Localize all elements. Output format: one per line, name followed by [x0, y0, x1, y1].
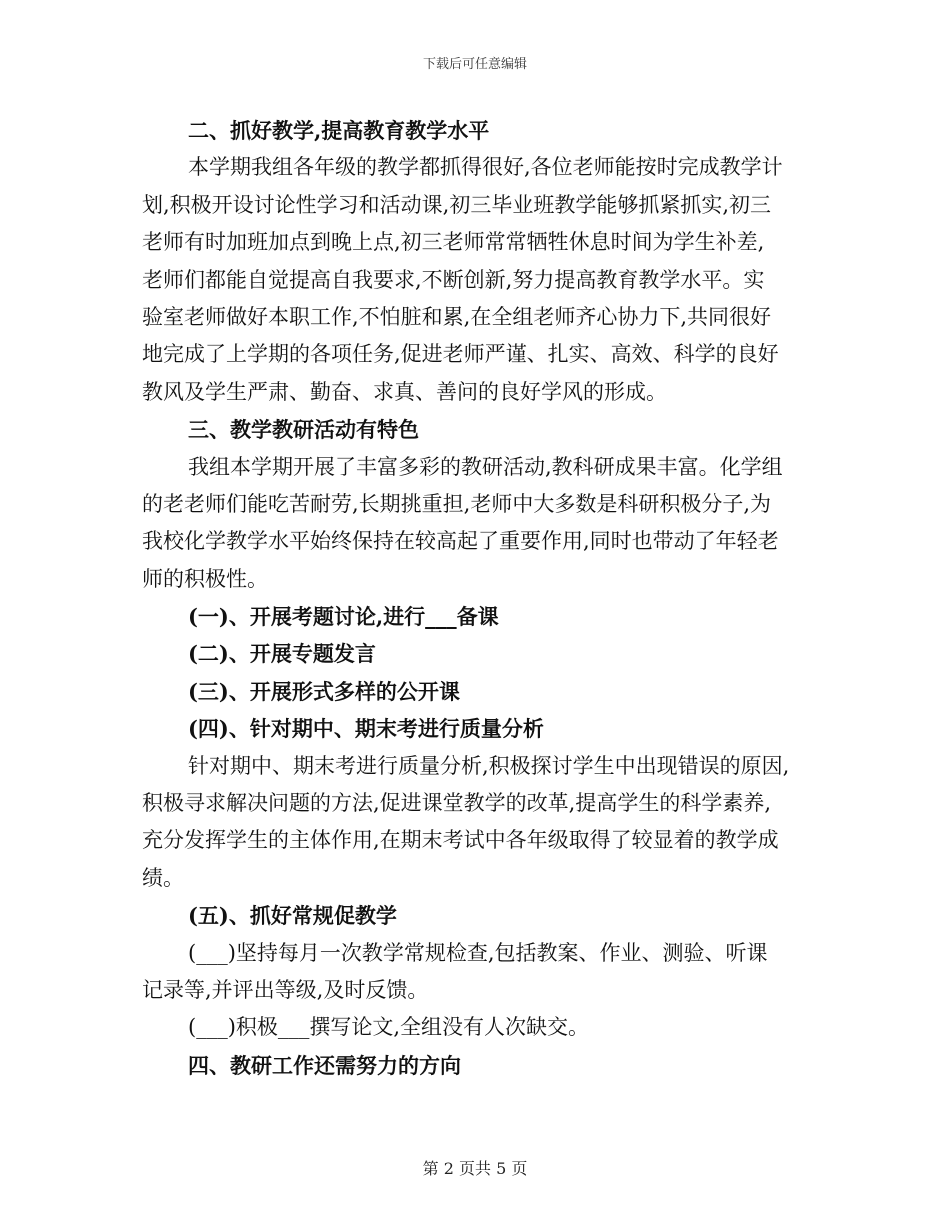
paragraph-line: 我组本学期开展了丰富多彩的教研活动,教科研成果丰富。化学组	[188, 454, 783, 479]
section-heading: (三)、开展形式多样的公开课	[188, 678, 460, 704]
paragraph-line: 本学期我组各年级的教学都抓得很好,各位老师能按时完成教学计	[188, 155, 783, 180]
paragraph-line: 地完成了上学期的各项任务,促进老师严谨、扎实、高效、科学的良好	[142, 342, 779, 367]
paragraph-line: 验室老师做好本职工作,不怕脏和累,在全组老师齐心协力下,共同很好	[142, 304, 772, 329]
paragraph-line: 绩。	[142, 865, 184, 890]
paragraph-line: 教风及学生严肃、勤奋、求真、善问的良好学风的形成。	[142, 379, 667, 404]
document-body	[142, 112, 814, 1084]
paragraph-line: 师的积极性。	[142, 566, 268, 591]
section-heading: 二、抓好教学,提高教育教学水平	[188, 118, 490, 143]
section-heading: (一)、开展考题讨论,进行___备课	[188, 604, 499, 630]
paragraph-line: 充分发挥学生的主体作用,在期末考试中各年级取得了较显着的教学成	[142, 828, 779, 853]
paragraph-line: 积极寻求解决问题的方法,促进课堂教学的改革,提高学生的科学素养,	[142, 791, 772, 816]
paragraph-line: (___)坚持每月一次教学常规检查,包括教案、作业、测验、听课	[188, 940, 768, 965]
paragraph-line: 老师们都能自觉提高自我要求,不断创新,努力提高教育教学水平。实	[142, 267, 765, 292]
page-footer: 第 2 页共 5 页	[422, 1159, 528, 1178]
section-heading: 四、教研工作还需努力的方向	[188, 1052, 461, 1078]
paragraph-line: 针对期中、期末考进行质量分析,积极探讨学生中出现错误的原因,	[188, 753, 790, 778]
section-heading: 三、教学教研活动有特色	[188, 417, 419, 443]
section-heading: (二)、开展专题发言	[188, 641, 376, 667]
paragraph-line: 的老老师们能吃苦耐劳,长期挑重担,老师中大多数是科研积极分子,为	[142, 491, 772, 516]
paragraph-line: 划,积极开设讨论性学习和活动课,初三毕业班教学能够抓紧抓实,初三	[142, 192, 772, 217]
paragraph-line: (___)积极___撰写论文,全组没有人次缺交。	[188, 1015, 590, 1040]
section-heading: (五)、抓好常规促教学	[188, 903, 397, 929]
paragraph-line: 老师有时加班加点到晚上点,初三老师常常牺牲休息时间为学生补差,	[142, 230, 765, 255]
paragraph-line: 我校化学教学水平始终保持在较高起了重要作用,同时也带动了年轻老	[142, 529, 779, 554]
page-header: 下载后可任意编辑	[422, 57, 527, 72]
section-heading: (四)、针对期中、期末考进行质量分析	[188, 716, 544, 742]
paragraph-line: 记录等,并评出等级,及时反馈。	[142, 977, 429, 1002]
